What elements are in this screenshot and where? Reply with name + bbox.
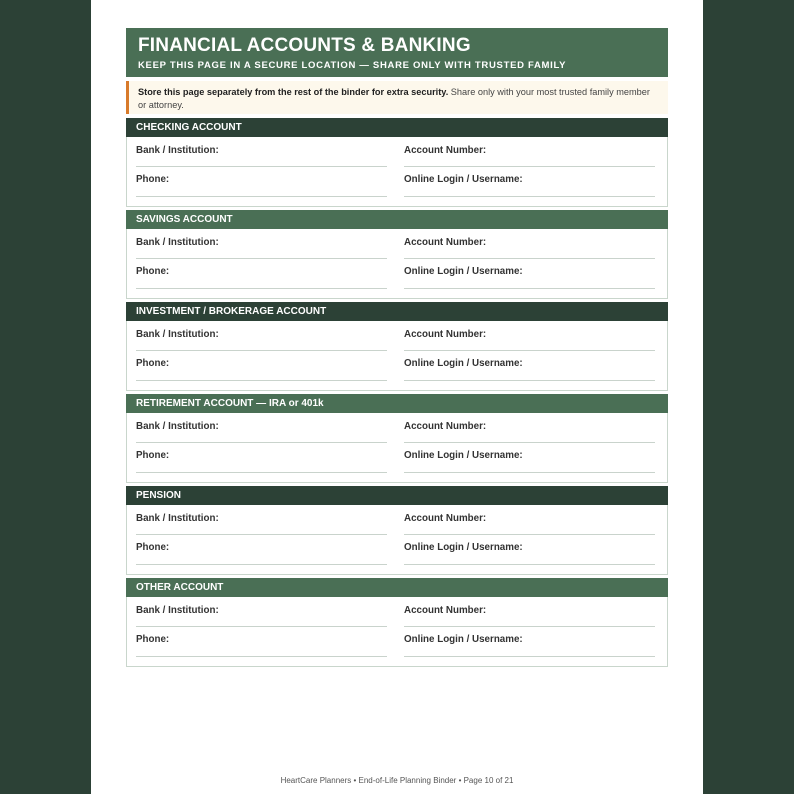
security-notice-text: Share only with your most trusted family member or attorney. — [138, 87, 650, 110]
page-footer: HeartCare Planners • End-of-Life Planning Binder • Page 10 of 21 — [280, 776, 514, 785]
section-other-account — [126, 578, 668, 667]
online-login-label: Online Login / Username: — [404, 358, 523, 369]
account-number-label: Account Number: — [404, 513, 487, 524]
section-retirement-account — [126, 394, 668, 483]
section-checking-account — [126, 118, 668, 207]
bank-institution-field[interactable] — [136, 442, 387, 443]
online-login-field[interactable] — [404, 564, 655, 565]
bank-institution-field[interactable] — [136, 258, 387, 259]
bank-institution-label: Bank / Institution: — [136, 605, 219, 616]
section-pension — [126, 486, 668, 575]
online-login-label: Online Login / Username: — [404, 634, 523, 645]
online-login-label: Online Login / Username: — [404, 174, 523, 185]
online-login-label: Online Login / Username: — [404, 266, 523, 277]
online-login-field[interactable] — [404, 472, 655, 473]
page-title: FINANCIAL ACCOUNTS & BANKING — [138, 35, 471, 56]
online-login-field[interactable] — [404, 196, 655, 197]
account-number-field[interactable] — [404, 626, 655, 627]
phone-field[interactable] — [136, 564, 387, 565]
account-number-label: Account Number: — [404, 145, 487, 156]
bank-institution-label: Bank / Institution: — [136, 421, 219, 432]
online-login-field[interactable] — [404, 380, 655, 381]
account-number-label: Account Number: — [404, 237, 487, 248]
bank-institution-label: Bank / Institution: — [136, 329, 219, 340]
phone-label: Phone: — [136, 634, 170, 645]
phone-field[interactable] — [136, 288, 387, 289]
phone-field[interactable] — [136, 656, 387, 657]
account-number-field[interactable] — [404, 166, 655, 167]
section-title: OTHER ACCOUNT — [126, 578, 668, 597]
section-savings-account — [126, 210, 668, 299]
security-notice-bold: Store this page separately from the rest of the binder for extra security. — [138, 87, 449, 97]
phone-field[interactable] — [136, 380, 387, 381]
account-number-label: Account Number: — [404, 329, 487, 340]
section-title: RETIREMENT ACCOUNT — IRA or 401k — [126, 394, 668, 413]
account-number-field[interactable] — [404, 442, 655, 443]
document-page — [91, 0, 703, 794]
online-login-field[interactable] — [404, 656, 655, 657]
section-title: CHECKING ACCOUNT — [126, 118, 668, 137]
bank-institution-field[interactable] — [136, 350, 387, 351]
section-investment-account — [126, 302, 668, 391]
online-login-field[interactable] — [404, 288, 655, 289]
phone-label: Phone: — [136, 358, 170, 369]
account-number-field[interactable] — [404, 534, 655, 535]
bank-institution-field[interactable] — [136, 534, 387, 535]
bank-institution-label: Bank / Institution: — [136, 145, 219, 156]
phone-field[interactable] — [136, 196, 387, 197]
section-title: INVESTMENT / BROKERAGE ACCOUNT — [126, 302, 668, 321]
page-subtitle: KEEP THIS PAGE IN A SECURE LOCATION — SHARE ONLY WITH TRUSTED FAMILY — [138, 60, 567, 71]
bank-institution-label: Bank / Institution: — [136, 237, 219, 248]
section-title: PENSION — [126, 486, 668, 505]
page-header — [126, 28, 668, 77]
bank-institution-label: Bank / Institution: — [136, 513, 219, 524]
account-number-label: Account Number: — [404, 421, 487, 432]
phone-label: Phone: — [136, 450, 170, 461]
bank-institution-field[interactable] — [136, 166, 387, 167]
online-login-label: Online Login / Username: — [404, 542, 523, 553]
security-notice — [126, 81, 668, 114]
bank-institution-field[interactable] — [136, 626, 387, 627]
account-number-label: Account Number: — [404, 605, 487, 616]
section-title: SAVINGS ACCOUNT — [126, 210, 668, 229]
phone-label: Phone: — [136, 174, 170, 185]
online-login-label: Online Login / Username: — [404, 450, 523, 461]
account-number-field[interactable] — [404, 350, 655, 351]
account-number-field[interactable] — [404, 258, 655, 259]
phone-label: Phone: — [136, 266, 170, 277]
phone-field[interactable] — [136, 472, 387, 473]
phone-label: Phone: — [136, 542, 170, 553]
